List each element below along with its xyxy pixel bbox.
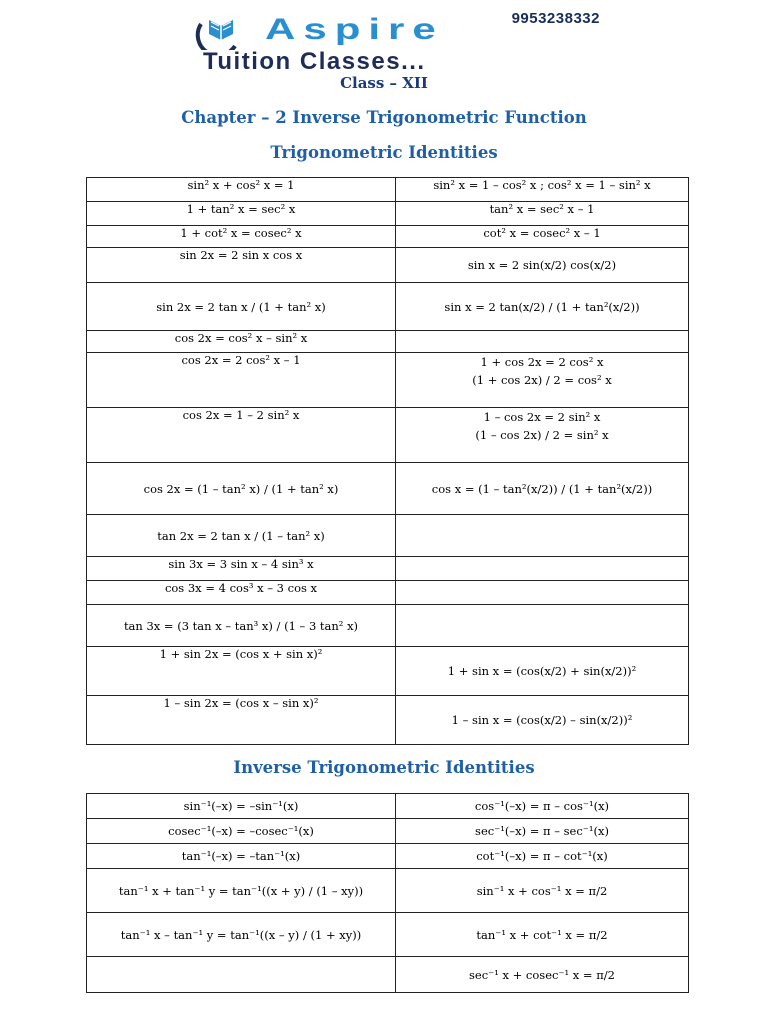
table-row [87,794,689,819]
identity-cell: sin⁻¹ x + cos⁻¹ x = π/2 [396,869,689,913]
table-row [87,408,689,463]
table-row [87,605,689,647]
logo-brand: Aspire [265,12,444,46]
identity-cell: cosec⁻¹(–x) = –cosec⁻¹(x) [87,819,396,844]
logo-phone: 9953238332 [511,10,600,27]
identity-cell: 1 – sin 2x = (cos x – sin x)² [87,696,396,745]
identity-cell: 1 + sin 2x = (cos x + sin x)² [87,647,396,696]
table-row [87,515,689,557]
identity-cell: cot⁻¹(–x) = π – cot⁻¹(x) [396,844,689,869]
table-row [87,248,689,283]
identity-cell: tan 3x = (3 tan x – tan³ x) / (1 – 3 tan² x) [87,605,396,647]
identity-cell [396,581,689,605]
identity-cell: cos 2x = cos² x – sin² x [87,331,396,353]
identity-cell: sec⁻¹ x + cosec⁻¹ x = π/2 [396,957,689,993]
identity-cell [396,605,689,647]
table-row [87,647,689,696]
table-row [87,331,689,353]
section-trig-title: Trigonometric Identities [270,143,498,162]
identity-cell: sin 3x = 3 sin x – 4 sin³ x [87,557,396,581]
identity-cell: cos 3x = 4 cos³ x – 3 cos x [87,581,396,605]
trig-identities-table [86,177,689,745]
table-row [87,957,689,993]
table-row [87,696,689,745]
identity-cell: tan⁻¹ x + tan⁻¹ y = tan⁻¹((x + y) / (1 – xy)) [87,869,396,913]
identity-cell: 1 + cot² x = cosec² x [87,226,396,248]
book-globe-icon [195,10,261,50]
chapter-title: Chapter – 2 Inverse Trigonometric Function [181,108,587,127]
identity-cell: 1 – cos 2x = 2 sin² x (1 – cos 2x) / 2 = sin² x [396,408,689,463]
table-row [87,353,689,408]
identity-cell: cot² x = cosec² x – 1 [396,226,689,248]
table-row [87,283,689,331]
identity-cell: sin x = 2 tan(x/2) / (1 + tan²(x/2)) [396,283,689,331]
identity-cell: sin 2x = 2 sin x cos x [87,248,396,283]
identity-cell: sin x = 2 sin(x/2) cos(x/2) [396,248,689,283]
table-row [87,913,689,957]
identity-cell [396,331,689,353]
identity-cell: tan⁻¹ x – tan⁻¹ y = tan⁻¹((x – y) / (1 + xy)) [87,913,396,957]
identity-cell: cos 2x = (1 – tan² x) / (1 + tan² x) [87,463,396,515]
table-row [87,869,689,913]
identity-cell: cos x = (1 – tan²(x/2)) / (1 + tan²(x/2)) [396,463,689,515]
identity-cell: sin² x + cos² x = 1 [87,178,396,202]
identity-cell: cos⁻¹(–x) = π – cos⁻¹(x) [396,794,689,819]
identity-cell: 1 + tan² x = sec² x [87,202,396,226]
identity-cell [396,515,689,557]
identity-cell: tan⁻¹ x + cot⁻¹ x = π/2 [396,913,689,957]
identity-cell: tan 2x = 2 tan x / (1 – tan² x) [87,515,396,557]
identity-cell: 1 + cos 2x = 2 cos² x (1 + cos 2x) / 2 = cos² x [396,353,689,408]
aspire-logo [195,8,600,76]
identity-cell: cos 2x = 1 – 2 sin² x [87,408,396,463]
identity-cell: 1 – sin x = (cos(x/2) – sin(x/2))² [396,696,689,745]
identity-cell: sin 2x = 2 tan x / (1 + tan² x) [87,283,396,331]
identity-cell: tan² x = sec² x – 1 [396,202,689,226]
table-row [87,557,689,581]
section-inverse-title: Inverse Trigonometric Identities [233,758,535,777]
inverse-identities-table [86,793,689,993]
identity-cell: sin² x = 1 – cos² x ; cos² x = 1 – sin² x [396,178,689,202]
class-title: Class – XII [340,74,428,92]
table-row [87,202,689,226]
identity-cell: sec⁻¹(–x) = π – sec⁻¹(x) [396,819,689,844]
identity-cell [396,557,689,581]
identity-cell [87,957,396,993]
identity-cell: tan⁻¹(–x) = –tan⁻¹(x) [87,844,396,869]
table-row [87,819,689,844]
identity-cell: cos 2x = 2 cos² x – 1 [87,353,396,408]
logo-subtitle: Tuition Classes... [203,48,426,75]
table-row [87,844,689,869]
table-row [87,226,689,248]
table-row [87,178,689,202]
identity-cell: sin⁻¹(–x) = –sin⁻¹(x) [87,794,396,819]
table-row [87,581,689,605]
identity-cell: 1 + sin x = (cos(x/2) + sin(x/2))² [396,647,689,696]
table-row [87,463,689,515]
